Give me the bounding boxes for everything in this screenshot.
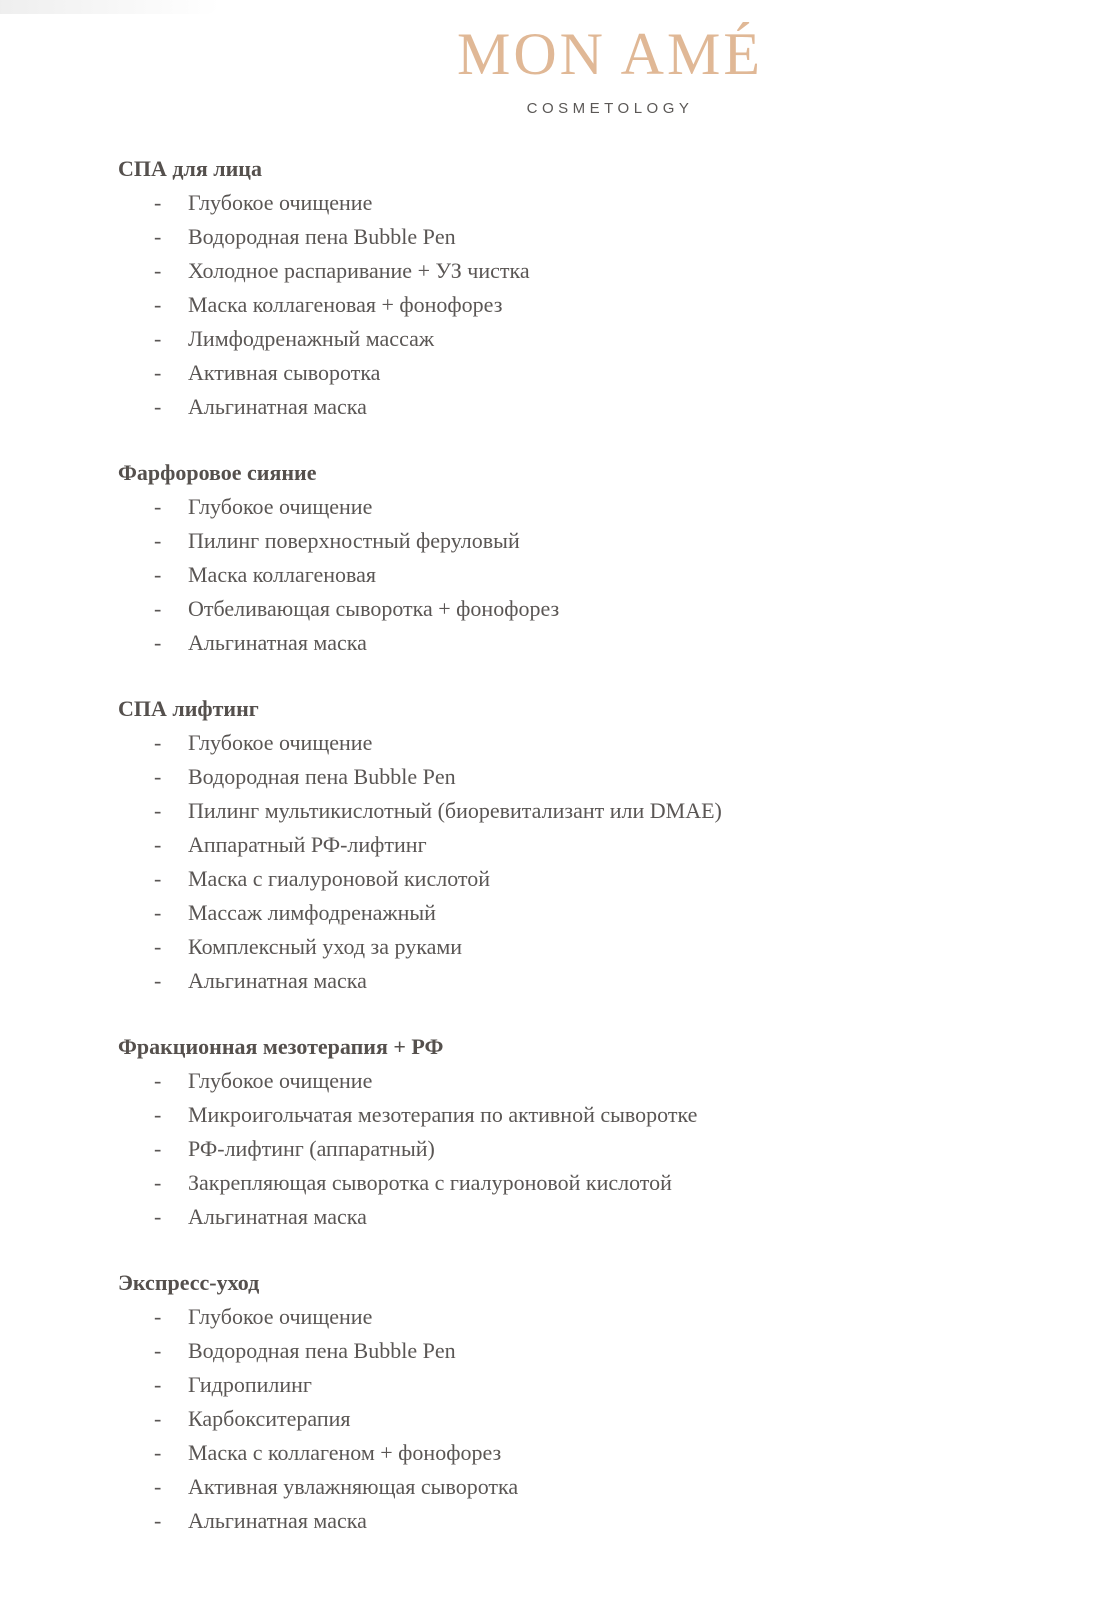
item-text: Маска коллагеновая + фонофорез <box>188 292 503 317</box>
procedure-list <box>118 1300 1078 1538</box>
item-text: Водородная пена Bubble Pen <box>188 764 456 789</box>
list-item: - Водородная пена Bubble Pen <box>154 1338 456 1363</box>
service-section <box>118 152 1078 424</box>
list-item: - Отбеливающая сыворотка + фонофорез <box>154 596 560 621</box>
procedure-list <box>118 186 1078 424</box>
list-item: - Альгинатная маска <box>154 968 367 993</box>
service-section <box>118 1030 1078 1234</box>
list-item: - РФ-лифтинг (аппаратный) <box>154 1136 435 1161</box>
list-item: - Активная увлажняющая сыворотка <box>154 1474 519 1499</box>
item-text: Комплексный уход за руками <box>188 934 463 959</box>
item-text: Пилинг поверхностный феруловый <box>188 528 520 553</box>
list-item: - Пилинг мультикислотный (биоревитализант или DMAE) <box>154 798 722 823</box>
list-item: - Лимфодренажный массаж <box>154 326 435 351</box>
item-text: Альгинатная маска <box>188 968 367 993</box>
brand-subtitle: COSMETOLOGY <box>526 100 694 117</box>
item-text: Глубокое очищение <box>188 1068 373 1093</box>
item-text: Гидропилинг <box>188 1372 312 1397</box>
list-item: - Маска с коллагеном + фонофорез <box>154 1440 502 1465</box>
item-text: Закрепляющая сыворотка с гиалуроновой кислотой <box>188 1170 672 1195</box>
list-item: - Альгинатная маска <box>154 630 367 655</box>
service-list <box>118 152 1078 1570</box>
list-item: - Холодное распаривание + УЗ чистка <box>154 258 530 283</box>
section-title: СПА лифтинг <box>118 696 259 721</box>
brand-header <box>0 22 1117 117</box>
item-text: Глубокое очищение <box>188 1304 373 1329</box>
list-item: - Аппаратный РФ-лифтинг <box>154 832 427 857</box>
item-text: Холодное распаривание + УЗ чистка <box>188 258 530 283</box>
list-item: - Карбокситерапия <box>154 1406 351 1431</box>
item-text: Альгинатная маска <box>188 1204 367 1229</box>
item-text: Альгинатная маска <box>188 1508 367 1533</box>
list-item: - Микроигольчатая мезотерапия по активной сыворотке <box>154 1102 698 1127</box>
item-text: Водородная пена Bubble Pen <box>188 224 456 249</box>
section-title: Фракционная мезотерапия + РФ <box>118 1034 444 1059</box>
list-item: - Водородная пена Bubble Pen <box>154 224 456 249</box>
item-text: Активная сыворотка <box>188 360 381 385</box>
item-text: Карбокситерапия <box>188 1406 351 1431</box>
procedure-list <box>118 726 1078 998</box>
item-text: Маска коллагеновая <box>188 562 376 587</box>
list-item: - Гидропилинг <box>154 1372 312 1397</box>
list-item: - Маска с гиалуроновой кислотой <box>154 866 491 891</box>
list-item: - Альгинатная маска <box>154 394 367 419</box>
item-text: Альгинатная маска <box>188 630 367 655</box>
list-item: - Маска коллагеновая + фонофорез <box>154 292 503 317</box>
item-text: Аппаратный РФ-лифтинг <box>188 832 427 857</box>
list-item: - Альгинатная маска <box>154 1508 367 1533</box>
item-text: Микроигольчатая мезотерапия по активной сыворотке <box>188 1102 698 1127</box>
list-item: - Глубокое очищение <box>154 1068 373 1093</box>
item-text: Глубокое очищение <box>188 190 373 215</box>
list-item: - Глубокое очищение <box>154 190 373 215</box>
list-item: - Глубокое очищение <box>154 730 373 755</box>
list-item: - Закрепляющая сыворотка с гиалуроновой кислотой <box>154 1170 672 1195</box>
list-item: - Активная сыворотка <box>154 360 381 385</box>
list-item: - Маска коллагеновая <box>154 562 376 587</box>
item-text: Альгинатная маска <box>188 394 367 419</box>
item-text: Маска с гиалуроновой кислотой <box>188 866 491 891</box>
service-section <box>118 692 1078 998</box>
item-text: Отбеливающая сыворотка + фонофорез <box>188 596 560 621</box>
service-section <box>118 456 1078 660</box>
list-item: - Альгинатная маска <box>154 1204 367 1229</box>
list-item: - Водородная пена Bubble Pen <box>154 764 456 789</box>
procedure-list <box>118 490 1078 660</box>
brand-logo-text: MON AMÉ <box>456 21 764 87</box>
list-item: - Массаж лимфодренажный <box>154 900 436 925</box>
section-title: Экспресс-уход <box>118 1270 260 1295</box>
item-text: РФ-лифтинг (аппаратный) <box>188 1136 435 1161</box>
list-item: - Пилинг поверхностный феруловый <box>154 528 520 553</box>
item-text: Пилинг мультикислотный (биоревитализант или DMAE) <box>188 798 722 823</box>
list-item: - Глубокое очищение <box>154 1304 373 1329</box>
procedure-list <box>118 1064 1078 1234</box>
item-text: Массаж лимфодренажный <box>188 900 436 925</box>
section-title: Фарфоровое сияние <box>118 460 317 485</box>
service-section <box>118 1266 1078 1538</box>
item-text: Глубокое очищение <box>188 494 373 519</box>
corner-shadow <box>0 0 220 14</box>
item-text: Лимфодренажный массаж <box>188 326 435 351</box>
item-text: Маска с коллагеном + фонофорез <box>188 1440 502 1465</box>
item-text: Водородная пена Bubble Pen <box>188 1338 456 1363</box>
list-item: - Комплексный уход за руками <box>154 934 463 959</box>
section-title: СПА для лица <box>118 156 262 181</box>
item-text: Глубокое очищение <box>188 730 373 755</box>
item-text: Активная увлажняющая сыворотка <box>188 1474 519 1499</box>
list-item: - Глубокое очищение <box>154 494 373 519</box>
